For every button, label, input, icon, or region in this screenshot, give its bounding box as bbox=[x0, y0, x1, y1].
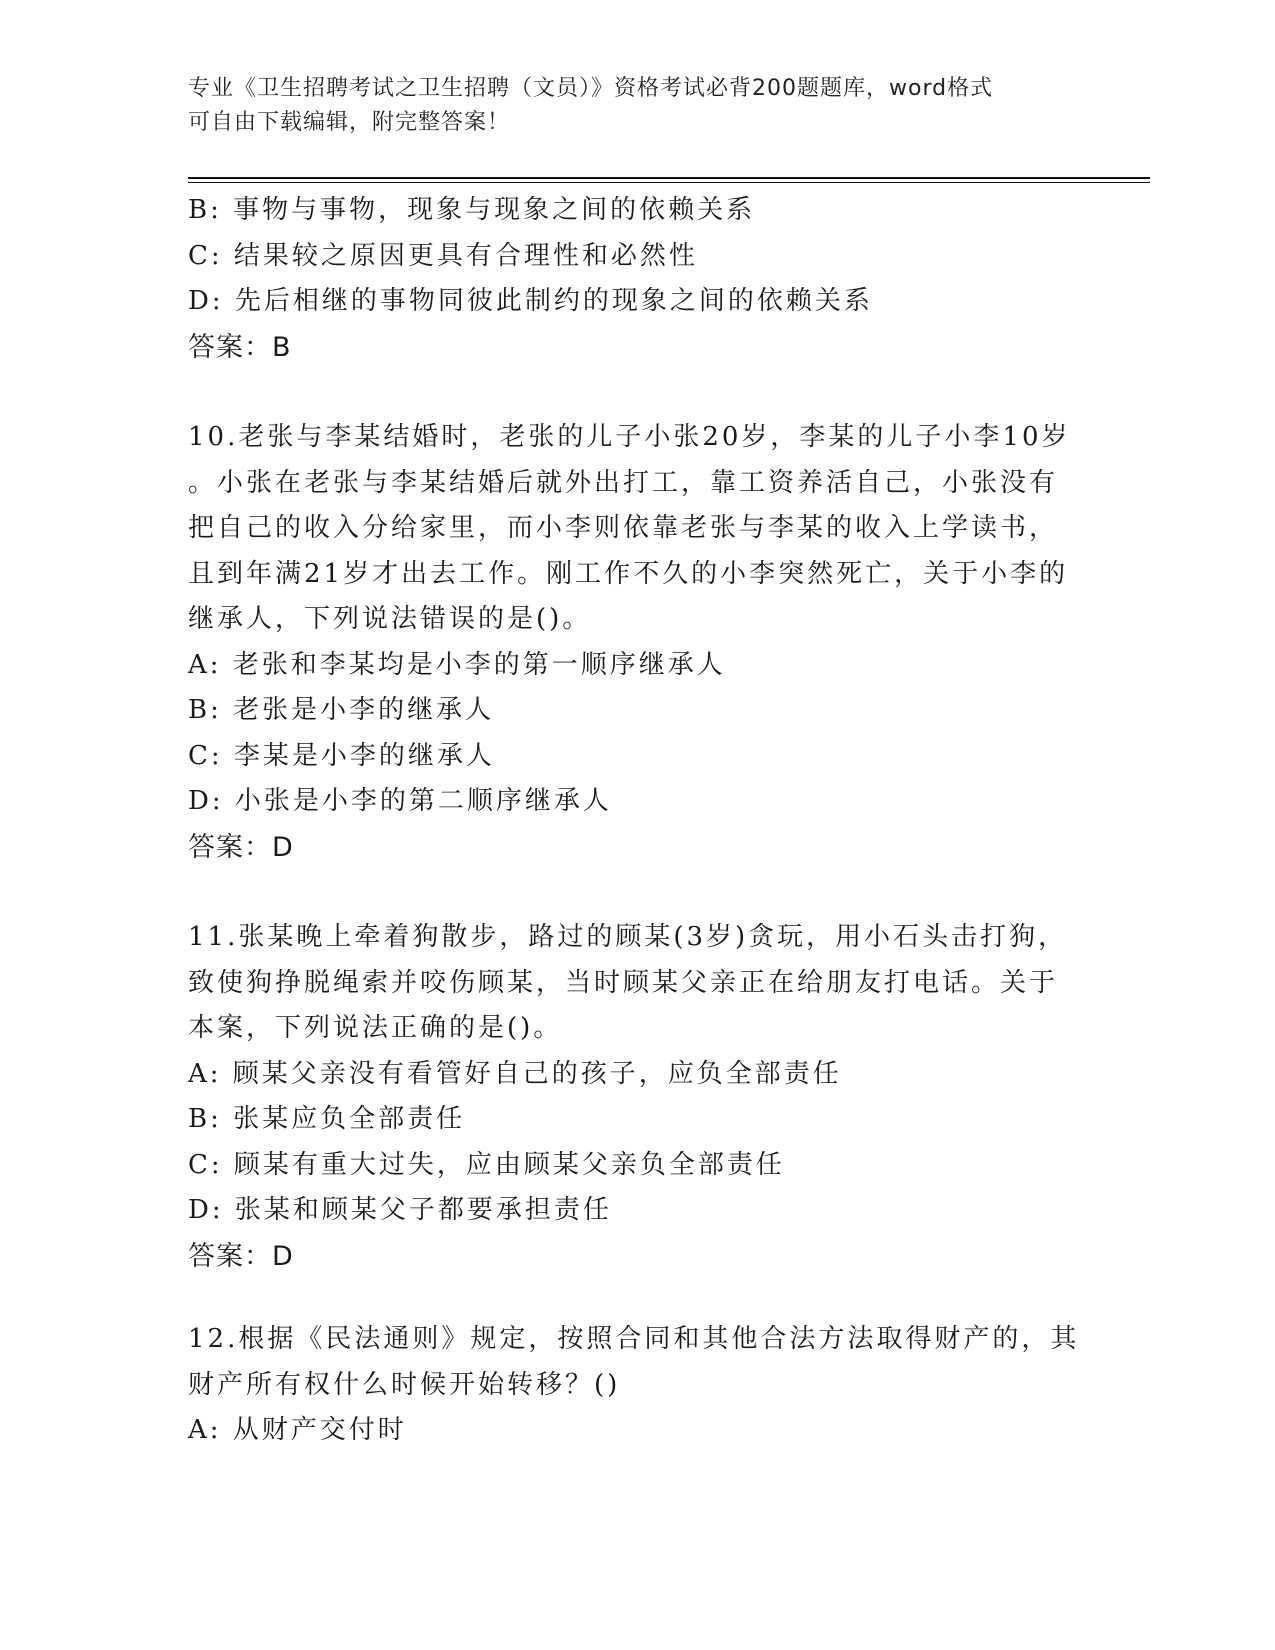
question-answer: 答案：D bbox=[188, 831, 294, 863]
question-spacer bbox=[188, 870, 1088, 915]
question-stem: 11.张某晚上牵着狗散步，路过的顾某(3岁)贪玩，用小石头击打狗， bbox=[188, 922, 1068, 952]
question-option: D: 小张是小李的第二顺序继承人 bbox=[188, 786, 612, 816]
question-stem: 继承人，下列说法错误的是()。 bbox=[188, 604, 592, 634]
question-10 bbox=[188, 415, 1088, 870]
question-answer: 答案：B bbox=[188, 331, 292, 363]
question-answer: 答案：D bbox=[188, 1240, 294, 1272]
question-stem: 10.老张与李某结婚时，老张的儿子小张20岁，李某的儿子小李10岁 bbox=[188, 422, 1071, 452]
question-option: A: 顾某父亲没有看管好自己的孩子，应负全部责任 bbox=[188, 1058, 842, 1089]
question-option: B: 事物与事物，现象与现象之间的依赖关系 bbox=[188, 195, 756, 225]
question-list bbox=[188, 188, 1088, 1454]
question-11 bbox=[188, 915, 1088, 1279]
question-stem: 。小张在老张与李某结婚后就外出打工，靠工资养活自己，小张没有 bbox=[188, 467, 1059, 498]
question-spacer bbox=[188, 1279, 1088, 1317]
question-12 bbox=[188, 1317, 1088, 1454]
question-option: A: 从财产交付时 bbox=[188, 1415, 407, 1445]
question-option: B: 张某应负全部责任 bbox=[188, 1104, 466, 1134]
question-stem: 且到年满21岁才出去工作。刚工作不久的小李突然死亡，关于小李的 bbox=[188, 558, 1069, 589]
question-stem: 把自己的收入分给家里，而小李则依靠老张与李某的收入上学读书， bbox=[188, 513, 1059, 543]
document-header bbox=[188, 72, 1068, 140]
question-option: D: 张某和顾某父子都要承担责任 bbox=[188, 1195, 612, 1225]
question-option: A: 老张和李某均是小李的第一顺序继承人 bbox=[188, 649, 726, 680]
header-title-line-2: 可自由下载编辑，附完整答案！ bbox=[188, 110, 511, 135]
question-stem: 12.根据《民法通则》规定，按照合同和其他合法方法取得财产的，其 bbox=[188, 1324, 1080, 1354]
question-option: B: 老张是小李的继承人 bbox=[188, 695, 495, 725]
question-stem: 本案，下列说法正确的是()。 bbox=[188, 1013, 563, 1043]
header-divider-thick bbox=[188, 177, 1150, 179]
question-option: C: 结果较之原因更具有合理性和必然性 bbox=[188, 240, 698, 271]
header-title-line-1: 专业《卫生招聘考试之卫生招聘（文员）》资格考试必背200题题库，word格式 bbox=[188, 76, 994, 101]
question-option: C: 顾某有重大过失，应由顾某父亲负全部责任 bbox=[188, 1149, 785, 1180]
question-stem: 致使狗挣脱绳索并咬伤顾某，当时顾某父亲正在给朋友打电话。关于 bbox=[188, 967, 1059, 998]
question-spacer bbox=[188, 370, 1088, 415]
question-9 bbox=[188, 188, 1088, 370]
question-option: D: 先后相继的事物同彼此制约的现象之间的依赖关系 bbox=[188, 286, 873, 316]
question-stem: 财产所有权什么时候开始转移？() bbox=[188, 1369, 621, 1400]
question-option: C: 李某是小李的继承人 bbox=[188, 740, 495, 771]
header-divider-thin bbox=[188, 182, 1150, 183]
